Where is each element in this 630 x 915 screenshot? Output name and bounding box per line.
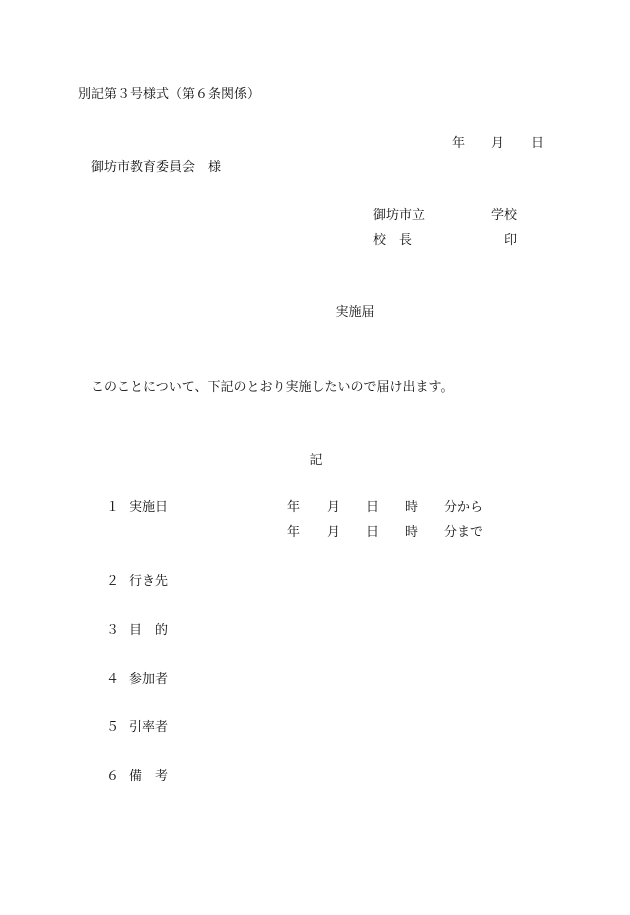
to-day-label: 日 bbox=[366, 525, 380, 540]
to-hour-label: 時 bbox=[405, 525, 419, 540]
school-suffix: 学校 bbox=[491, 208, 518, 223]
ki-heading: 記 bbox=[309, 453, 323, 468]
addressee: 御坊市教育委員会 様 bbox=[91, 160, 222, 175]
item-label: 参加者 bbox=[129, 672, 169, 687]
from-hour-label: 時 bbox=[405, 500, 419, 515]
item-label: 行き先 bbox=[129, 574, 169, 589]
from-year-label: 年 bbox=[287, 500, 301, 515]
from-day-label: 日 bbox=[366, 500, 380, 515]
seal-mark: 印 bbox=[504, 233, 518, 248]
item-number: ５ bbox=[106, 720, 120, 735]
to-year-label: 年 bbox=[287, 525, 301, 540]
item-label: 実施日 bbox=[129, 500, 169, 515]
school-prefix: 御坊市立 bbox=[373, 208, 426, 223]
body-text: このことについて、下記のとおり実施したいので届け出ます。 bbox=[91, 380, 454, 395]
document-title: 実施届 bbox=[335, 305, 375, 320]
item-label: 目 的 bbox=[129, 623, 169, 638]
from-month-label: 月 bbox=[327, 500, 341, 515]
item-number: ４ bbox=[106, 672, 120, 687]
date-day-label: 日 bbox=[531, 136, 545, 151]
item-number: ２ bbox=[106, 574, 120, 589]
date-year-label: 年 bbox=[452, 136, 466, 151]
principal-label: 校 長 bbox=[373, 233, 413, 248]
form-number: 別記第３号様式（第６条関係） bbox=[78, 87, 261, 102]
from-minute-label: 分から bbox=[444, 500, 484, 515]
item-number: １ bbox=[106, 500, 120, 515]
date-month-label: 月 bbox=[491, 136, 505, 151]
item-label: 引率者 bbox=[129, 720, 169, 735]
item-number: ６ bbox=[106, 769, 120, 784]
to-minute-label: 分まで bbox=[444, 525, 484, 540]
to-month-label: 月 bbox=[327, 525, 341, 540]
item-label: 備 考 bbox=[129, 769, 169, 784]
item-number: ３ bbox=[106, 623, 120, 638]
